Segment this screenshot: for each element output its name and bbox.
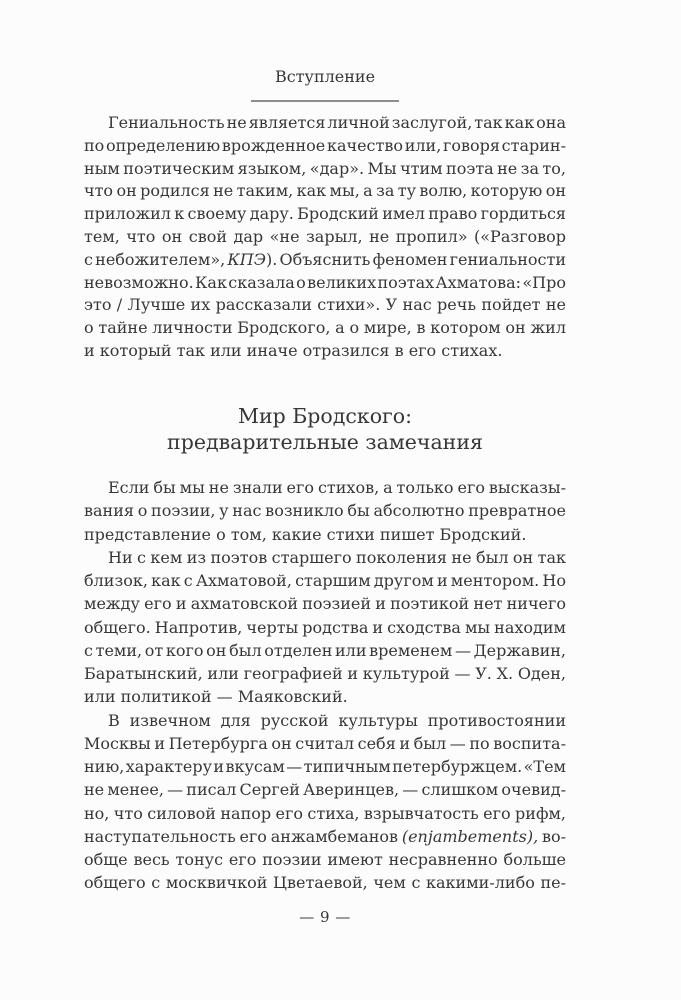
text-segment: общего. Напротив, черты родства и сходства мы находим xyxy=(84,617,567,637)
text-segment: Москвы и Петербурга он считал себя и был — по воспита- xyxy=(84,733,566,753)
text-segment: общего с москвичкой Цветаевой, чем с какими-либо пе- xyxy=(84,873,566,893)
text-line xyxy=(84,639,566,662)
text-segment: с теми, от кого он был отделен или временем — Державин, xyxy=(84,640,567,660)
text-segment: и который так или иначе отразился в его стихах. xyxy=(84,340,503,360)
text-segment: Баратынский, или географией и культурой — У. Х. Оден, xyxy=(84,664,566,683)
text-line xyxy=(84,203,566,226)
italic-text-segment: КПЭ xyxy=(227,249,266,269)
section-heading-line-2: предварительные замечания xyxy=(167,430,483,454)
text-line xyxy=(84,616,566,639)
text-segment: вания о поэзии, у нас возникло бы абсолютно превратное xyxy=(84,501,566,521)
text-segment: ным поэтическим языком, «дар». Мы чтим поэта не за то, xyxy=(84,158,567,178)
text-segment: Гениальность не является личной заслугой, так как она xyxy=(108,113,567,132)
text-segment: тем, что он свой дар «не зарыл, не пропил» («Разговор xyxy=(84,226,566,246)
text-line xyxy=(84,272,566,295)
text-line xyxy=(84,871,566,894)
text-segment: что он родился не таким, как мы, а за ту волю, которую он xyxy=(84,181,566,201)
text-line xyxy=(84,317,566,340)
text-line xyxy=(84,180,566,203)
text-segment: это / Лучше их рассказали стихи». У нас речь пойдет не xyxy=(84,295,566,315)
text-segment: или политикой — Маяковский. xyxy=(84,687,348,707)
text-line xyxy=(84,778,566,801)
text-segment: Если бы мы не знали его стихов, а только его высказы- xyxy=(108,478,566,497)
chapter-running-head: Вступление xyxy=(274,67,376,86)
text-segment: но, что силовой напор его стиха, взрывчатость его рифм, xyxy=(84,803,566,823)
header-divider-rule xyxy=(251,100,399,102)
section-paragraph-block xyxy=(84,476,566,895)
text-line xyxy=(84,662,566,685)
text-segment: нию, характеру и вкусам — типичным петербуржцем. «Тем xyxy=(84,757,566,776)
text-line xyxy=(84,226,566,249)
text-line xyxy=(84,523,566,546)
text-line xyxy=(84,249,566,272)
text-segment: представление о том, какие стихи пишет Бродский. xyxy=(84,524,527,544)
text-line xyxy=(84,802,566,825)
text-segment: Ни с кем из поэтов старшего поколения не был он так xyxy=(108,547,567,567)
text-line xyxy=(84,294,566,317)
text-line xyxy=(84,848,566,871)
text-segment: В извечном для русской культуры противостоянии xyxy=(108,710,566,730)
text-segment: близок, как с Ахматовой, старшим другом и ментором. Но xyxy=(84,571,566,590)
intro-paragraph-block xyxy=(84,112,566,363)
text-line xyxy=(84,476,566,499)
text-segment: с небожителем», xyxy=(84,249,228,269)
section-heading xyxy=(84,403,566,455)
text-segment: наступательность его анжамбеманов xyxy=(84,826,402,846)
text-line xyxy=(84,592,566,615)
italic-text-segment: (enjambements), xyxy=(401,826,539,846)
text-line xyxy=(84,569,566,592)
text-segment: между его и ахматовской поэзией и поэтикой нет ничего xyxy=(84,594,566,614)
text-segment: приложил к своему дару. Бродский имел право гордиться xyxy=(84,204,566,224)
text-line xyxy=(84,825,566,848)
text-line xyxy=(84,135,566,158)
text-line xyxy=(84,732,566,755)
text-line xyxy=(84,709,566,732)
text-line xyxy=(84,546,566,569)
text-segment: не менее, — писал Сергей Аверинцев, — слишком очевид- xyxy=(84,780,566,800)
text-segment: о тайне личности Бродского, а о мире, в котором он жил xyxy=(84,318,567,338)
text-line xyxy=(84,755,566,778)
text-line xyxy=(84,340,566,363)
page-number: — 9 — xyxy=(299,908,351,926)
text-segment: по определению врожденное качество или, говоря старин- xyxy=(84,135,566,155)
text-segment: ). Объяснить феномен гениальности xyxy=(265,249,566,269)
text-segment: во- xyxy=(538,826,567,846)
section-heading-line-1: Мир Бродского: xyxy=(237,404,413,428)
text-segment: невозможно. Как сказала о великих поэтах Ахматова: «Про xyxy=(84,272,566,292)
text-line xyxy=(84,685,566,708)
text-segment: обще весь тонус его поэзии имеют несравненно больше xyxy=(84,850,566,869)
text-line xyxy=(84,499,566,522)
text-line xyxy=(84,158,566,181)
text-line xyxy=(84,112,566,135)
